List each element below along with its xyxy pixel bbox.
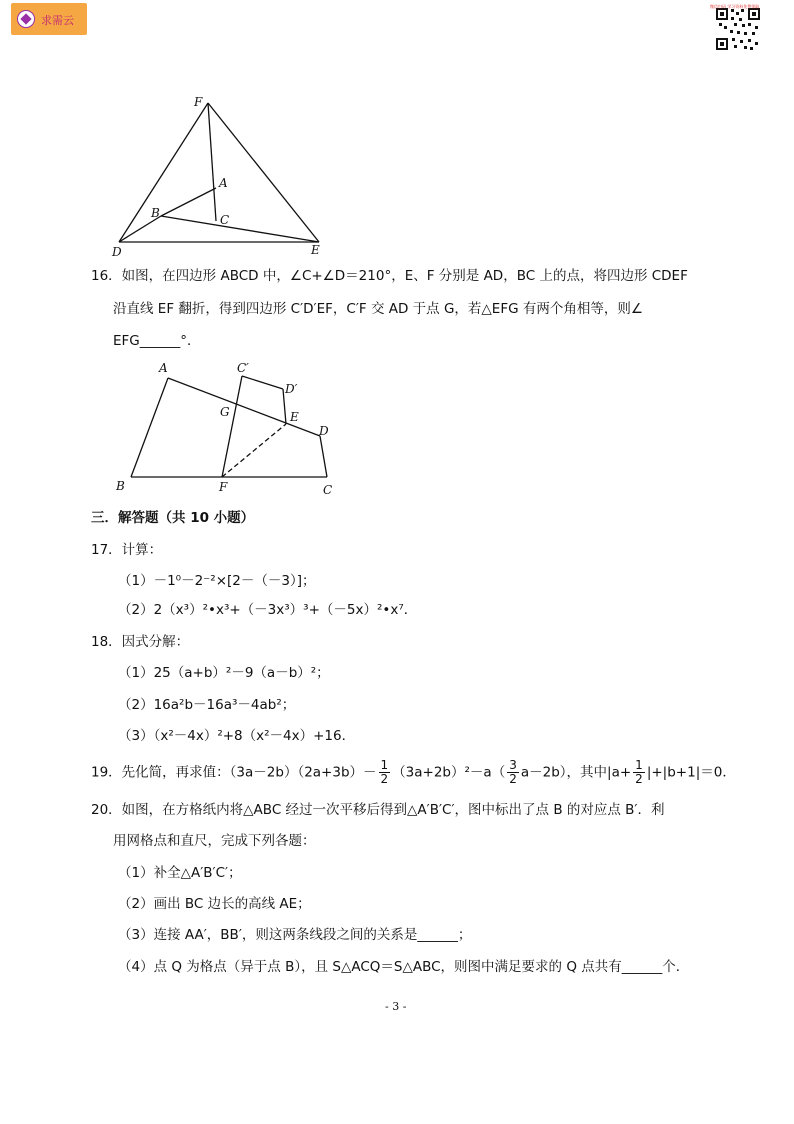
label-E: E	[311, 243, 320, 257]
q17-part1: （1）－1⁰－2⁻²×[2－（－3）]；	[118, 573, 316, 589]
q18-part1: （1）25（a+b）²－9（a－b）²；	[118, 665, 330, 681]
label-A: A	[219, 176, 228, 190]
label-D-prime: D′	[285, 382, 298, 396]
q19-text-a: 19．先化简，再求值：（3a－2b）（2a+3b）－	[91, 764, 377, 781]
frac3-num: 1	[635, 758, 643, 772]
q20-line1: 20．如图，在方格纸内将△ABC 经过一次平移后得到△A′B′C′，图中标出了点 B 的对应点 B′．利	[91, 802, 665, 818]
q16-line3: EFG______°．	[113, 333, 201, 349]
q20-line2: 用网格点和直尺，完成下列各题：	[113, 833, 316, 849]
page-number: - 3 -	[385, 1000, 407, 1013]
label-F: F	[194, 95, 203, 109]
frac2-den: 2	[509, 772, 517, 786]
qr-code-icon	[714, 4, 762, 52]
label-G: G	[220, 405, 230, 419]
label-E2: E	[290, 410, 299, 424]
q17-stem: 17．计算：	[91, 542, 163, 558]
label-F2: F	[219, 480, 228, 494]
figure-triangle-def	[108, 92, 330, 260]
q19	[91, 759, 736, 786]
q18-part2: （2）16a²b－16a³－4ab²；	[118, 697, 296, 713]
label-C-prime: C′	[237, 361, 249, 375]
frac1-num: 1	[380, 758, 389, 772]
figure-quadrilateral-fold	[112, 357, 342, 500]
q19-text-c: a－2b），其中|a+	[520, 764, 632, 781]
q20-part3: （3）连接 AA′，BB′，则这两条线段之间的关系是______；	[118, 927, 472, 943]
section-title: 三．解答题（共 10 小题）	[91, 510, 255, 526]
fraction-three-halves	[507, 759, 519, 786]
brand-logo	[11, 3, 87, 35]
q19-text-d: |+|b+1|＝0．	[646, 764, 736, 781]
fraction-one-half	[379, 759, 391, 786]
q20-part1: （1）补全△A′B′C′；	[118, 865, 242, 881]
frac1-den: 2	[380, 772, 389, 786]
q18-part3: （3）（x²－4x）²+8（x²－4x）+16．	[118, 728, 356, 744]
q18-stem: 18．因式分解：	[91, 634, 190, 650]
label-C: C	[220, 213, 230, 227]
frac3-den: 2	[635, 772, 643, 786]
qr-caption: 微信扫码 学习资料免费领取	[710, 4, 760, 9]
logo-text: 求需云	[41, 14, 74, 27]
label-D2: D	[319, 424, 329, 438]
q16-line1: 16．如图，在四边形 ABCD 中，∠C+∠D＝210°，E、F 分别是 AD，BC 上的点，将四边形 CDEF	[91, 268, 688, 284]
label-B: B	[151, 206, 160, 220]
q20-part4: （4）点 Q 为格点（异于点 B），且 S△ACQ＝S△ABC，则图中满足要求的 Q 点共有______个．	[118, 959, 690, 975]
label-D: D	[112, 245, 122, 259]
q19-text-b: （3a+2b）²－a（	[392, 764, 506, 781]
frac2-num: 3	[509, 758, 517, 772]
fraction-one-half-2	[633, 759, 645, 786]
q20-part2: （2）画出 BC 边长的高线 AE；	[118, 896, 311, 912]
logo-icon	[17, 10, 35, 28]
q17-part2: （2）2（x³）²•x³+（－3x³）³+（－5x）²•x⁷．	[118, 602, 418, 618]
label-A2: A	[159, 361, 168, 375]
q16-line2: 沿直线 EF 翻折，得到四边形 C′D′EF，C′F 交 AD 于点 G，若△EFG 有两个角相等，则∠	[113, 301, 643, 317]
label-C2: C	[323, 483, 333, 497]
label-B2: B	[116, 479, 125, 493]
